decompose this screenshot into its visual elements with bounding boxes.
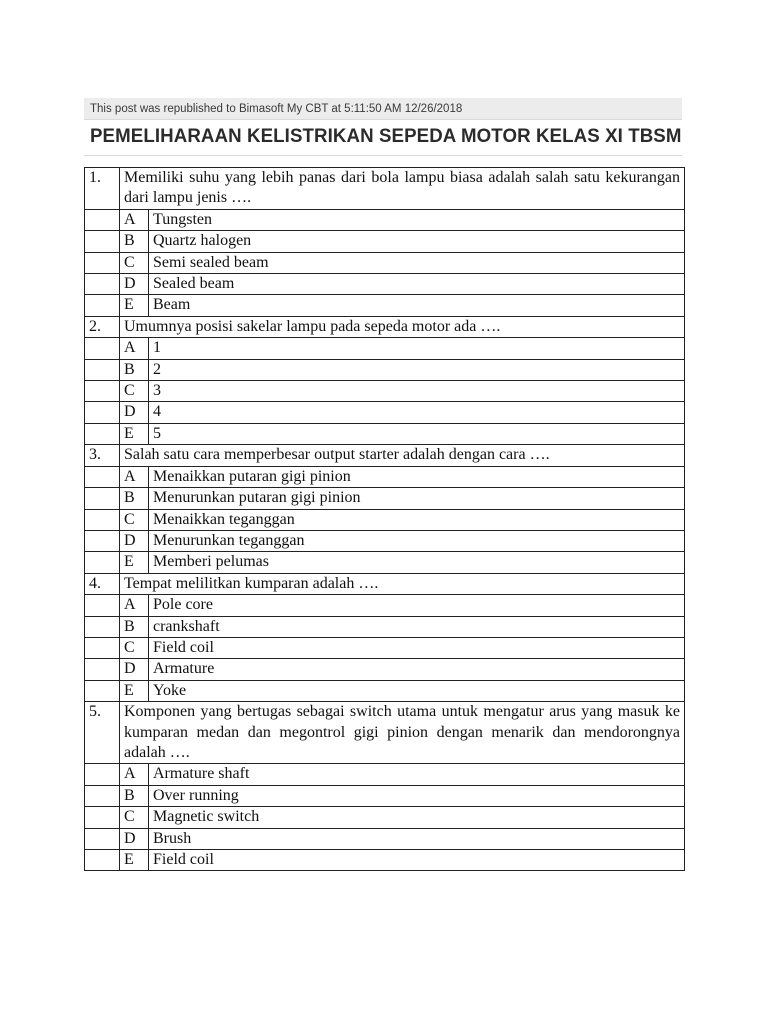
option-spacer-cell bbox=[85, 402, 120, 423]
option-spacer-cell bbox=[85, 359, 120, 380]
option-text: Beam bbox=[149, 295, 685, 316]
option-text: Tungsten bbox=[149, 209, 685, 230]
option-spacer-cell bbox=[85, 231, 120, 252]
option-spacer-cell bbox=[85, 466, 120, 487]
option-spacer-cell bbox=[85, 850, 120, 871]
option-spacer-cell bbox=[85, 616, 120, 637]
option-text: Quartz halogen bbox=[149, 231, 685, 252]
option-spacer-cell bbox=[85, 509, 120, 530]
option-spacer-cell bbox=[85, 488, 120, 509]
quiz-table bbox=[84, 167, 685, 871]
question-number: 5. bbox=[85, 702, 120, 764]
option-row bbox=[85, 381, 685, 402]
option-spacer-cell bbox=[85, 274, 120, 295]
option-letter: E bbox=[120, 423, 149, 444]
option-text: Sealed beam bbox=[149, 274, 685, 295]
option-letter: D bbox=[120, 659, 149, 680]
option-row bbox=[85, 359, 685, 380]
question-row bbox=[85, 316, 685, 337]
option-spacer-cell bbox=[85, 764, 120, 785]
option-spacer-cell bbox=[85, 295, 120, 316]
option-spacer-cell bbox=[85, 659, 120, 680]
option-spacer-cell bbox=[85, 252, 120, 273]
option-text: Field coil bbox=[149, 637, 685, 658]
question-text: Memiliki suhu yang lebih panas dari bola lampu biasa adalah salah satu kekurangan dari lampu jenis …. bbox=[120, 168, 685, 210]
republish-banner-text: This post was republished to Bimasoft My CBT at 5:11:50 AM 12/26/2018 bbox=[90, 103, 463, 115]
document-title: PEMELIHARAAN KELISTRIKAN SEPEDA MOTOR KELAS XI TBSM bbox=[90, 126, 682, 147]
option-text: Menurunkan putaran gigi pinion bbox=[149, 488, 685, 509]
option-spacer-cell bbox=[85, 338, 120, 359]
option-text: Over running bbox=[149, 785, 685, 806]
option-text: Brush bbox=[149, 828, 685, 849]
option-text: 3 bbox=[149, 381, 685, 402]
option-row bbox=[85, 595, 685, 616]
option-row bbox=[85, 850, 685, 871]
option-letter: A bbox=[120, 338, 149, 359]
option-text: Menaikkan putaran gigi pinion bbox=[149, 466, 685, 487]
option-row bbox=[85, 423, 685, 444]
option-row bbox=[85, 231, 685, 252]
option-letter: C bbox=[120, 637, 149, 658]
option-spacer-cell bbox=[85, 552, 120, 573]
option-text: Magnetic switch bbox=[149, 807, 685, 828]
option-row bbox=[85, 764, 685, 785]
option-text: 4 bbox=[149, 402, 685, 423]
option-row bbox=[85, 785, 685, 806]
option-spacer-cell bbox=[85, 423, 120, 444]
option-text: Armature shaft bbox=[149, 764, 685, 785]
option-letter: E bbox=[120, 680, 149, 701]
option-row bbox=[85, 530, 685, 551]
option-spacer-cell bbox=[85, 637, 120, 658]
title-divider bbox=[84, 155, 682, 156]
option-letter: D bbox=[120, 530, 149, 551]
option-text: crankshaft bbox=[149, 616, 685, 637]
option-row bbox=[85, 295, 685, 316]
option-letter: A bbox=[120, 764, 149, 785]
question-text: Tempat melilitkan kumparan adalah …. bbox=[120, 573, 685, 594]
republish-banner bbox=[84, 98, 682, 120]
option-letter: A bbox=[120, 209, 149, 230]
option-letter: B bbox=[120, 359, 149, 380]
option-letter: C bbox=[120, 807, 149, 828]
option-row bbox=[85, 338, 685, 359]
option-spacer-cell bbox=[85, 785, 120, 806]
option-text: Menurunkan teganggan bbox=[149, 530, 685, 551]
option-spacer-cell bbox=[85, 595, 120, 616]
option-letter: E bbox=[120, 295, 149, 316]
option-row bbox=[85, 488, 685, 509]
option-spacer-cell bbox=[85, 828, 120, 849]
option-row bbox=[85, 252, 685, 273]
option-spacer-cell bbox=[85, 381, 120, 402]
option-text: 1 bbox=[149, 338, 685, 359]
question-text: Salah satu cara memperbesar output starter adalah dengan cara …. bbox=[120, 445, 685, 466]
option-letter: D bbox=[120, 402, 149, 423]
option-text: Menaikkan teganggan bbox=[149, 509, 685, 530]
option-text: Armature bbox=[149, 659, 685, 680]
option-letter: B bbox=[120, 488, 149, 509]
option-letter: B bbox=[120, 785, 149, 806]
question-text: Umumnya posisi sakelar lampu pada sepeda motor ada …. bbox=[120, 316, 685, 337]
option-letter: B bbox=[120, 231, 149, 252]
option-text: Semi sealed beam bbox=[149, 252, 685, 273]
option-text: Yoke bbox=[149, 680, 685, 701]
question-number: 4. bbox=[85, 573, 120, 594]
option-spacer-cell bbox=[85, 680, 120, 701]
option-row bbox=[85, 552, 685, 573]
question-number: 2. bbox=[85, 316, 120, 337]
option-spacer-cell bbox=[85, 530, 120, 551]
question-row bbox=[85, 573, 685, 594]
question-row bbox=[85, 702, 685, 764]
option-row bbox=[85, 637, 685, 658]
option-letter: D bbox=[120, 828, 149, 849]
option-text: Field coil bbox=[149, 850, 685, 871]
option-spacer-cell bbox=[85, 209, 120, 230]
option-text: Pole core bbox=[149, 595, 685, 616]
option-row bbox=[85, 616, 685, 637]
option-spacer-cell bbox=[85, 807, 120, 828]
option-row bbox=[85, 274, 685, 295]
quiz-table-body bbox=[85, 168, 685, 871]
option-letter: C bbox=[120, 509, 149, 530]
option-row bbox=[85, 807, 685, 828]
option-letter: A bbox=[120, 595, 149, 616]
option-row bbox=[85, 509, 685, 530]
option-letter: D bbox=[120, 274, 149, 295]
question-row bbox=[85, 445, 685, 466]
option-letter: A bbox=[120, 466, 149, 487]
option-letter: E bbox=[120, 850, 149, 871]
question-text: Komponen yang bertugas sebagai switch utama untuk mengatur arus yang masuk ke kumparan medan dan megontrol gigi pinion dengan menarik dan mendorongnya adalah …. bbox=[120, 702, 685, 764]
question-number: 1. bbox=[85, 168, 120, 210]
option-row bbox=[85, 828, 685, 849]
option-letter: B bbox=[120, 616, 149, 637]
option-text: 5 bbox=[149, 423, 685, 444]
option-letter: C bbox=[120, 252, 149, 273]
option-letter: E bbox=[120, 552, 149, 573]
option-row bbox=[85, 402, 685, 423]
option-row bbox=[85, 680, 685, 701]
option-letter: C bbox=[120, 381, 149, 402]
question-number: 3. bbox=[85, 445, 120, 466]
option-row bbox=[85, 659, 685, 680]
option-text: 2 bbox=[149, 359, 685, 380]
question-row bbox=[85, 168, 685, 210]
option-row bbox=[85, 209, 685, 230]
option-text: Memberi pelumas bbox=[149, 552, 685, 573]
option-row bbox=[85, 466, 685, 487]
